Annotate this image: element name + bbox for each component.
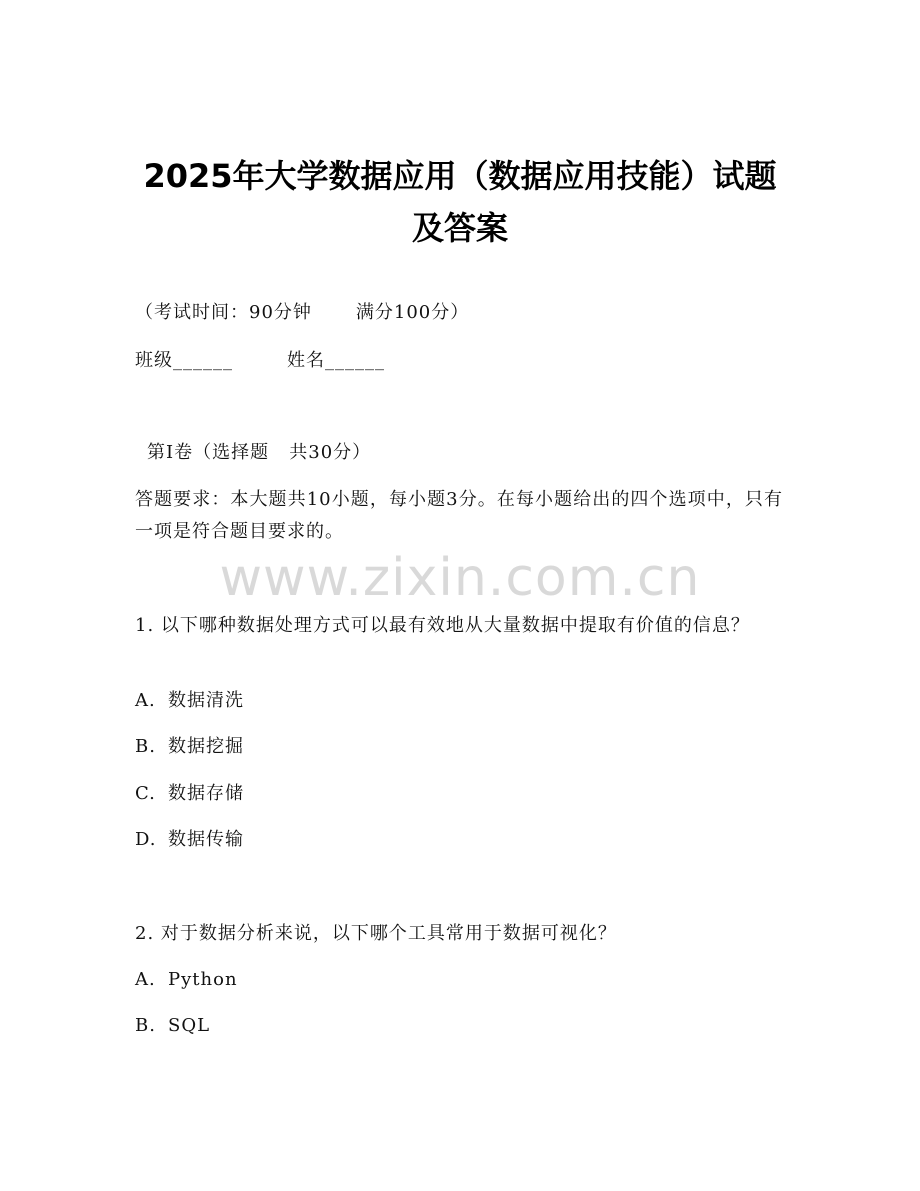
- exam-info: [135, 304, 469, 322]
- question-1-option-b: [135, 738, 244, 756]
- instructions: 答题要求：本大题共10小题，每小题3分。在每小题给出的四个选项中，只有一项是符合题目要求的。: [135, 489, 783, 542]
- option-text: SQL: [168, 1015, 211, 1036]
- option-letter: A.: [135, 690, 156, 711]
- class-field: 班级______: [135, 350, 233, 371]
- question-2-text: 2. 对于数据分析来说，以下哪个工具常用于数据可视化？: [135, 923, 617, 944]
- option-text: 数据清洗: [168, 690, 244, 711]
- question-1-option-a: [135, 692, 244, 710]
- section-title: 第I卷（选择题 共30分）: [147, 442, 372, 463]
- question-2-option-a: [135, 971, 238, 989]
- option-letter: A.: [135, 969, 156, 990]
- document-title-line-1: 2025年大学数据应用（数据应用技能）试题: [143, 157, 777, 195]
- option-text: Python: [168, 969, 238, 990]
- question-1-text: 1. 以下哪种数据处理方式可以最有效地从大量数据中提取有价值的信息？: [135, 615, 750, 636]
- option-text: 数据存储: [168, 783, 244, 804]
- name-field: 姓名______: [287, 350, 385, 371]
- question-1-option-c: [135, 785, 244, 803]
- option-text: 数据挖掘: [168, 736, 244, 757]
- exam-time: （考试时间：90分钟: [135, 302, 312, 323]
- option-text: 数据传输: [168, 829, 244, 850]
- student-info: [135, 352, 385, 370]
- option-letter: D.: [135, 829, 157, 850]
- document-title-line-2: 及答案: [411, 209, 508, 247]
- full-score: 满分100分）: [355, 302, 470, 323]
- question-1-option-d: [135, 831, 244, 849]
- option-letter: C.: [135, 783, 156, 804]
- option-letter: B.: [135, 736, 156, 757]
- watermark: www.zixin.com.cn: [219, 548, 701, 608]
- option-letter: B.: [135, 1015, 156, 1036]
- question-2-option-b: [135, 1017, 210, 1035]
